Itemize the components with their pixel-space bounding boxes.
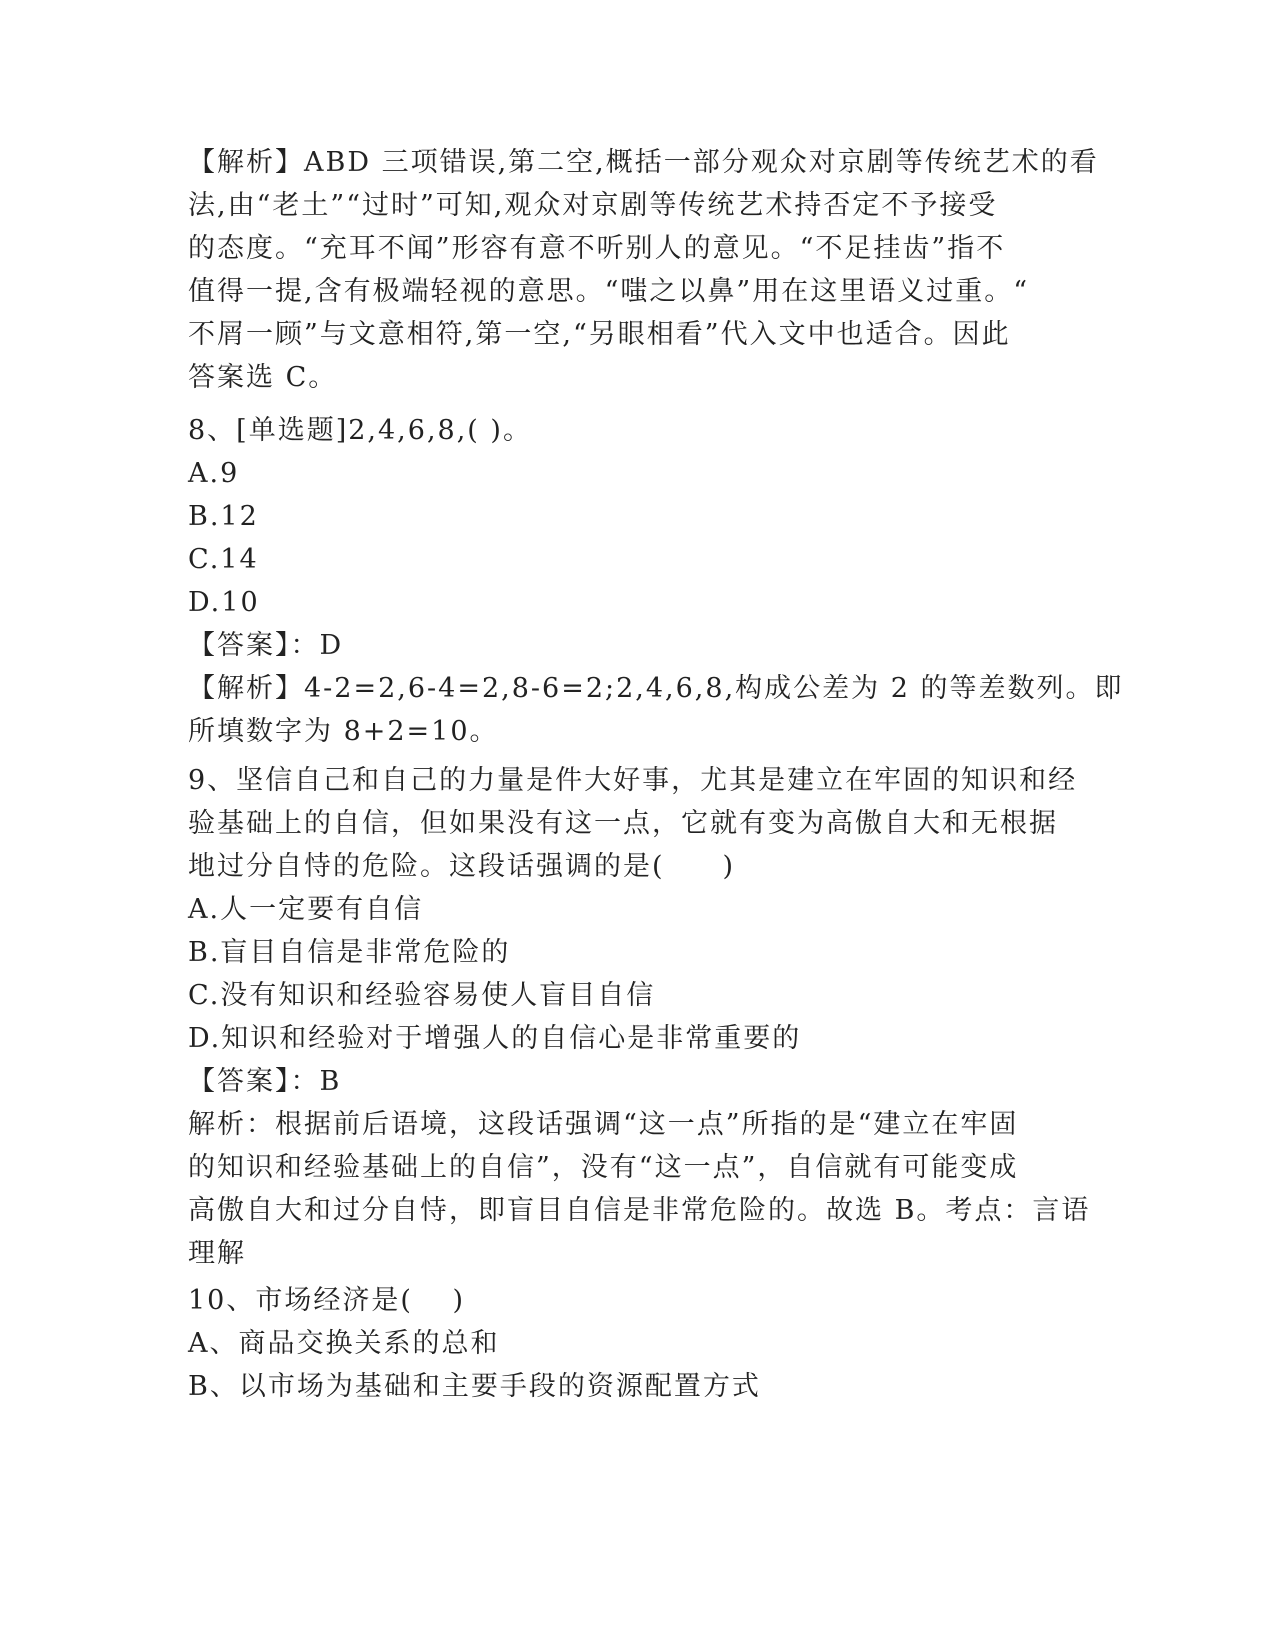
option-a: A、商品交换关系的总和 — [188, 1328, 500, 1359]
answer-line: 【答案】：D — [188, 630, 344, 661]
analysis-line: 理解 — [188, 1238, 246, 1269]
option-d: D.10 — [188, 587, 260, 618]
option-b: B、以市场为基础和主要手段的资源配置方式 — [188, 1371, 761, 1402]
question-stem-line: 验基础上的自信，但如果没有这一点，它就有变为高傲自大和无根据 — [188, 808, 1058, 839]
question-stem: 10、市场经济是( ) — [188, 1285, 466, 1316]
analysis-line: 的知识和经验基础上的自信”，没有“这一点”，自信就有可能变成 — [188, 1152, 1019, 1183]
option-c: C.14 — [188, 544, 259, 575]
option-b: B.12 — [188, 501, 259, 532]
q7-analysis — [188, 141, 1099, 399]
question-9 — [188, 759, 1091, 1275]
q7-analysis-line: 法,由“老土”“过时”可知,观众对京剧等传统艺术持否定不予接受 — [188, 190, 998, 221]
option-d: D.知识和经验对于增强人的自信心是非常重要的 — [188, 1023, 802, 1054]
option-a: A.9 — [188, 458, 240, 489]
answer-line: 【答案】：B — [188, 1066, 342, 1097]
question-10 — [188, 1279, 1088, 1408]
option-b: B.盲目自信是非常危险的 — [188, 937, 511, 968]
analysis-line: 高傲自大和过分自恃，即盲目自信是非常危险的。故选 B。考点：言语 — [188, 1195, 1091, 1226]
q7-analysis-line: 的态度。“充耳不闻”形容有意不听别人的意见。“不足挂齿”指不 — [188, 233, 1006, 264]
analysis-line: 解析：根据前后语境，这段话强调“这一点”所指的是“建立在牢固 — [188, 1109, 1019, 1140]
q7-analysis-line: 值得一提,含有极端轻视的意思。“嗤之以鼻”用在这里语义过重。“ — [188, 276, 1029, 307]
option-c: C.没有知识和经验容易使人盲目自信 — [188, 980, 656, 1011]
q7-analysis-line: 【解析】ABD 三项错误,第二空,概括一部分观众对京剧等传统艺术的看 — [188, 147, 1099, 178]
option-a: A.人一定要有自信 — [188, 894, 424, 925]
analysis-line: 所填数字为 8+2=10。 — [188, 716, 499, 747]
question-8 — [188, 409, 1124, 753]
q7-analysis-line: 答案选 C。 — [188, 362, 338, 393]
question-stem: 8、[单选题]2,4,6,8,( )。 — [188, 415, 532, 446]
analysis-line: 【解析】4-2=2,6-4=2,8-6=2;2,4,6,8,构成公差为 2 的等差数列。即 — [188, 673, 1124, 704]
question-stem-line: 9、坚信自己和自己的力量是件大好事，尤其是建立在牢固的知识和经 — [188, 765, 1078, 796]
q7-analysis-line: 不屑一顾”与文意相符,第一空,“另眼相看”代入文中也适合。因此 — [188, 319, 1011, 350]
question-stem-line: 地过分自恃的危险。这段话强调的是( ) — [188, 851, 736, 882]
